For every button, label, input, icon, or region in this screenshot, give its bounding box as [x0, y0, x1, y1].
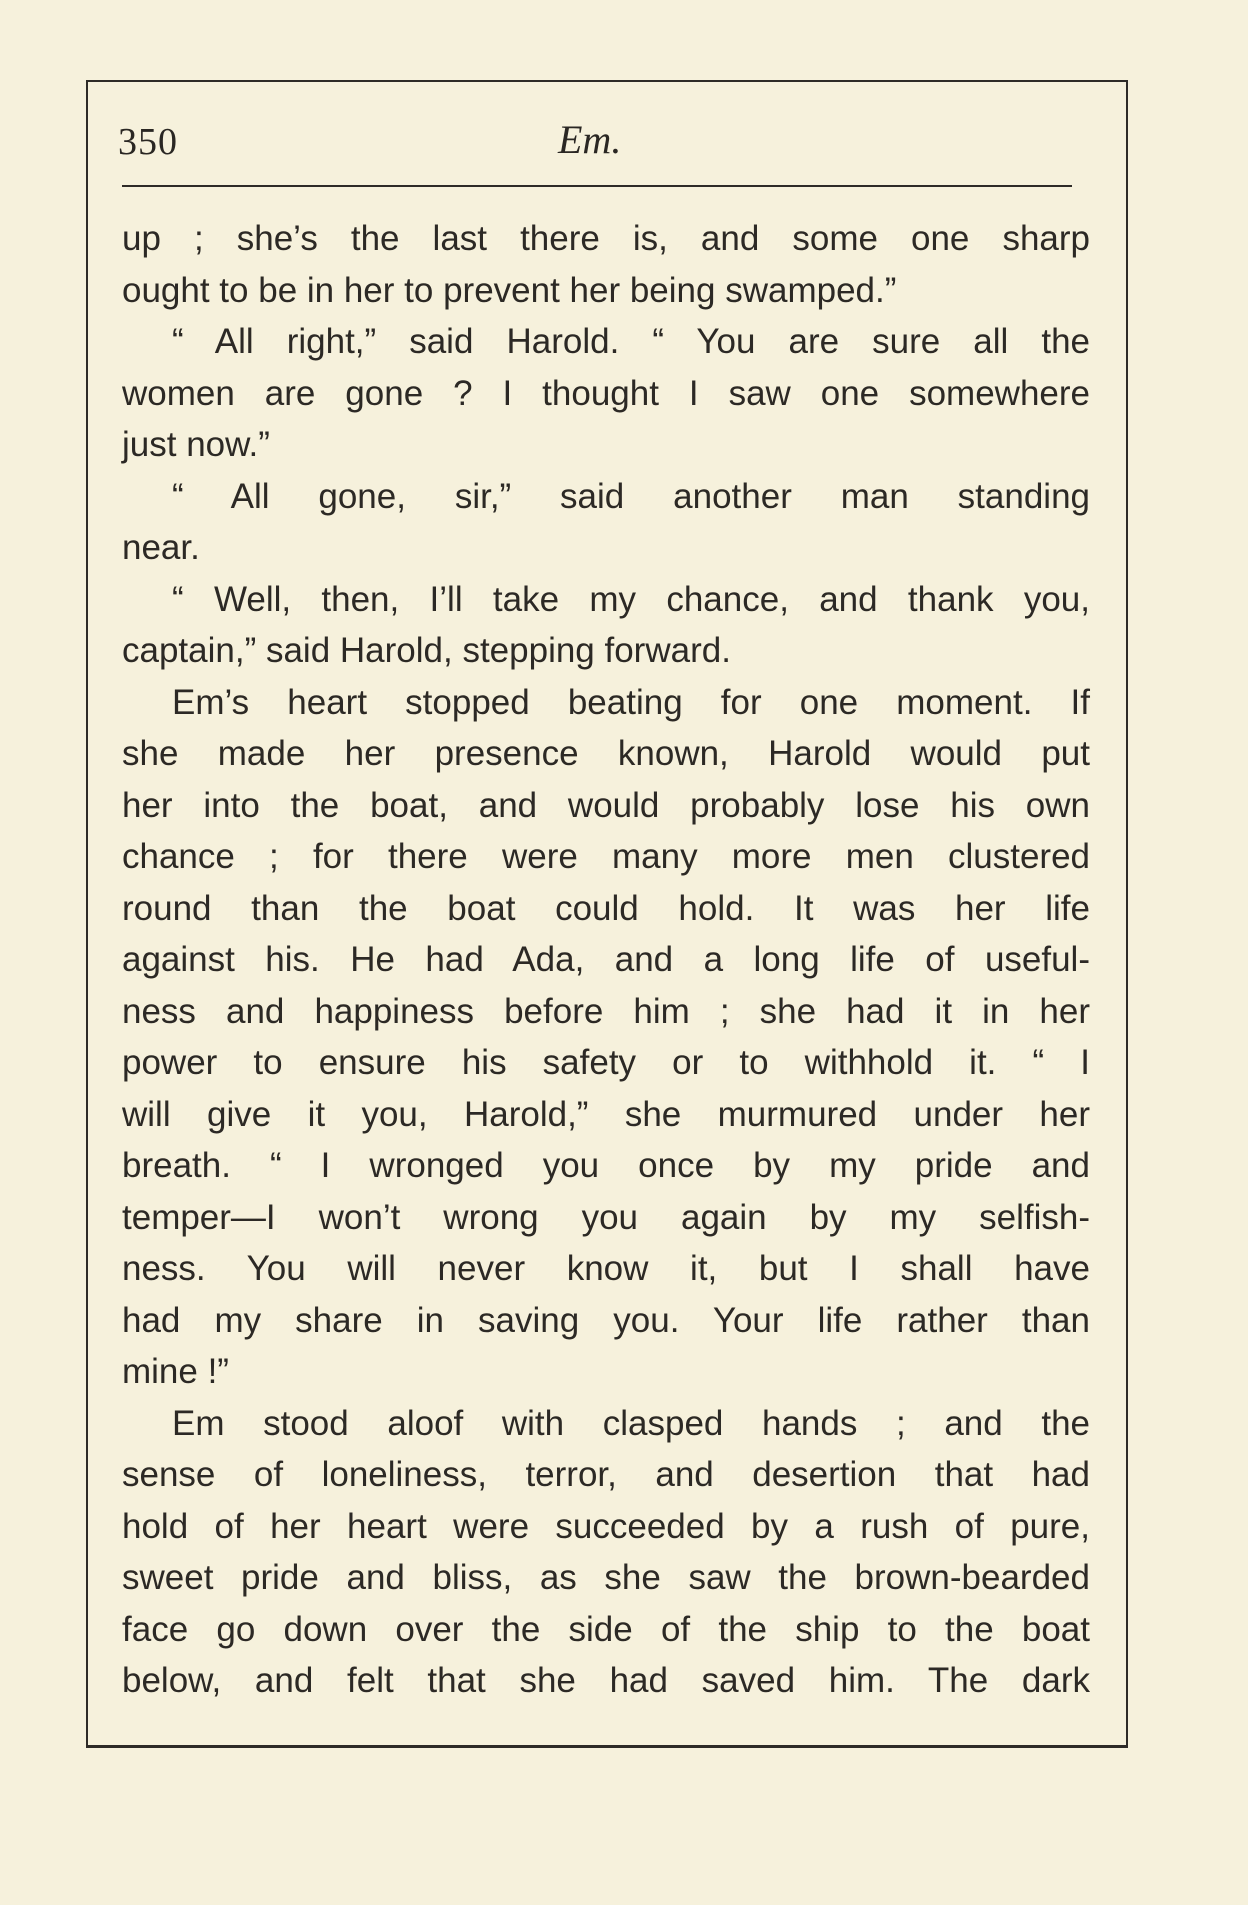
text-line: ought to be in her to prevent her being swamped.” — [122, 270, 897, 310]
running-head — [118, 117, 1078, 180]
text-line: ness and happiness before him ; she had it in her — [122, 991, 1090, 1031]
text-line: against his. He had Ada, and a long life of useful- — [122, 940, 1090, 979]
text-line: near. — [122, 528, 200, 567]
text-line: Em’s heart stopped beating for one moment. If — [172, 682, 1090, 722]
text-line: had my share in saving you. Your life rather than — [122, 1300, 1090, 1340]
page-number: 350 — [118, 121, 178, 163]
text-line: up ; she’s the last there is, and some one sharp — [122, 219, 1090, 258]
text-line: Em stood aloof with clasped hands ; and the — [172, 1403, 1090, 1443]
text-line: “ Well, then, I’ll take my chance, and thank you, — [172, 579, 1090, 619]
text-line: captain,” said Harold, stepping forward. — [122, 631, 731, 670]
header-rule — [122, 185, 1072, 187]
text-line: power to ensure his safety or to withhold it. “ I — [122, 1043, 1090, 1082]
body-text — [122, 213, 1090, 1707]
text-line: hold of her heart were succeeded by a rush of pure, — [122, 1506, 1090, 1546]
text-line: she made her presence known, Harold would put — [122, 734, 1090, 773]
text-line: just now.” — [122, 425, 270, 464]
text-line: “ All right,” said Harold. “ You are sure all the — [172, 322, 1090, 361]
text-line: will give it you, Harold,” she murmured under her — [122, 1094, 1090, 1134]
text-line: breath. “ I wronged you once by my pride and — [122, 1146, 1090, 1185]
text-line: sense of loneliness, terror, and desertion that had — [122, 1455, 1090, 1494]
text-line: chance ; for there were many more men clustered — [122, 837, 1090, 876]
text-line: women are gone ? I thought I saw one somewhere — [122, 373, 1090, 413]
text-line: “ All gone, sir,” said another man standing — [172, 476, 1090, 516]
running-title: Em. — [558, 117, 622, 162]
text-line: her into the boat, and would probably lose his own — [122, 785, 1090, 825]
text-line: mine !” — [122, 1352, 229, 1391]
text-line: below, and felt that she had saved him. The dark — [122, 1661, 1090, 1700]
text-line: ness. You will never know it, but I shall have — [122, 1249, 1090, 1288]
text-line: round than the boat could hold. It was her life — [122, 888, 1090, 928]
text-line: sweet pride and bliss, as she saw the brown-bearded — [122, 1558, 1090, 1597]
text-line: temper—I won’t wrong you again by my selfish- — [122, 1197, 1090, 1237]
text-line: face go down over the side of the ship to the boat — [122, 1609, 1090, 1649]
